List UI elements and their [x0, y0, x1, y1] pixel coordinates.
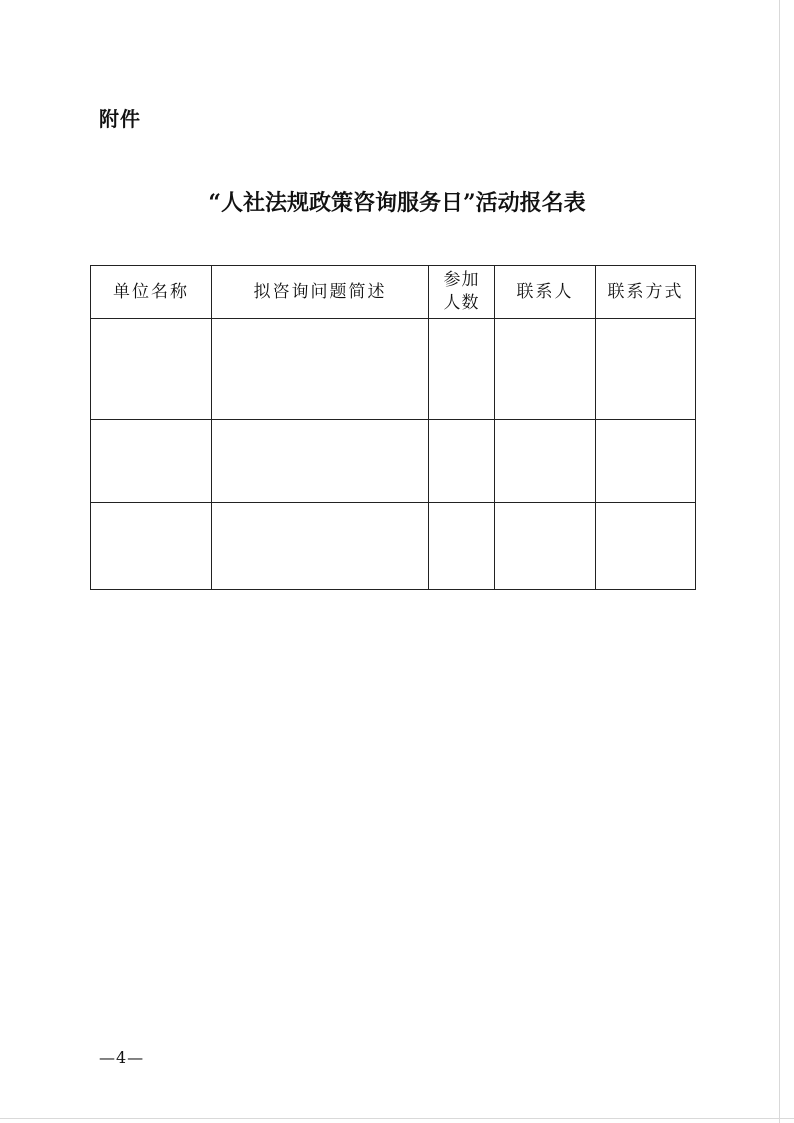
- header-contact-method: 联系方式: [596, 266, 696, 319]
- cell-contact-person[interactable]: [495, 319, 596, 420]
- table-row: [91, 420, 696, 503]
- page-edge-right: [779, 0, 780, 1123]
- table-row: [91, 319, 696, 420]
- page-number: —4—: [99, 1048, 145, 1067]
- registration-table: [90, 265, 696, 590]
- table-header-row: [91, 266, 696, 319]
- cell-attendee-count[interactable]: [429, 503, 495, 590]
- page-title: “人社法规政策咨询服务日”活动报名表: [208, 190, 586, 216]
- attachment-label: 附件: [99, 107, 141, 131]
- cell-contact-person[interactable]: [495, 420, 596, 503]
- cell-unit-name[interactable]: [91, 420, 212, 503]
- cell-unit-name[interactable]: [91, 503, 212, 590]
- cell-question-summary[interactable]: [212, 503, 429, 590]
- cell-attendee-count[interactable]: [429, 420, 495, 503]
- table-row: [91, 503, 696, 590]
- page-edge-bottom: [0, 1118, 794, 1119]
- cell-contact-method[interactable]: [596, 319, 696, 420]
- header-attendee-count: 参加 人数: [429, 266, 495, 319]
- cell-contact-person[interactable]: [495, 503, 596, 590]
- cell-question-summary[interactable]: [212, 319, 429, 420]
- header-contact-person: 联系人: [495, 266, 596, 319]
- cell-contact-method[interactable]: [596, 420, 696, 503]
- header-question-summary: 拟咨询问题简述: [212, 266, 429, 319]
- cell-contact-method[interactable]: [596, 503, 696, 590]
- cell-unit-name[interactable]: [91, 319, 212, 420]
- header-unit-name: 单位名称: [91, 266, 212, 319]
- cell-question-summary[interactable]: [212, 420, 429, 503]
- cell-attendee-count[interactable]: [429, 319, 495, 420]
